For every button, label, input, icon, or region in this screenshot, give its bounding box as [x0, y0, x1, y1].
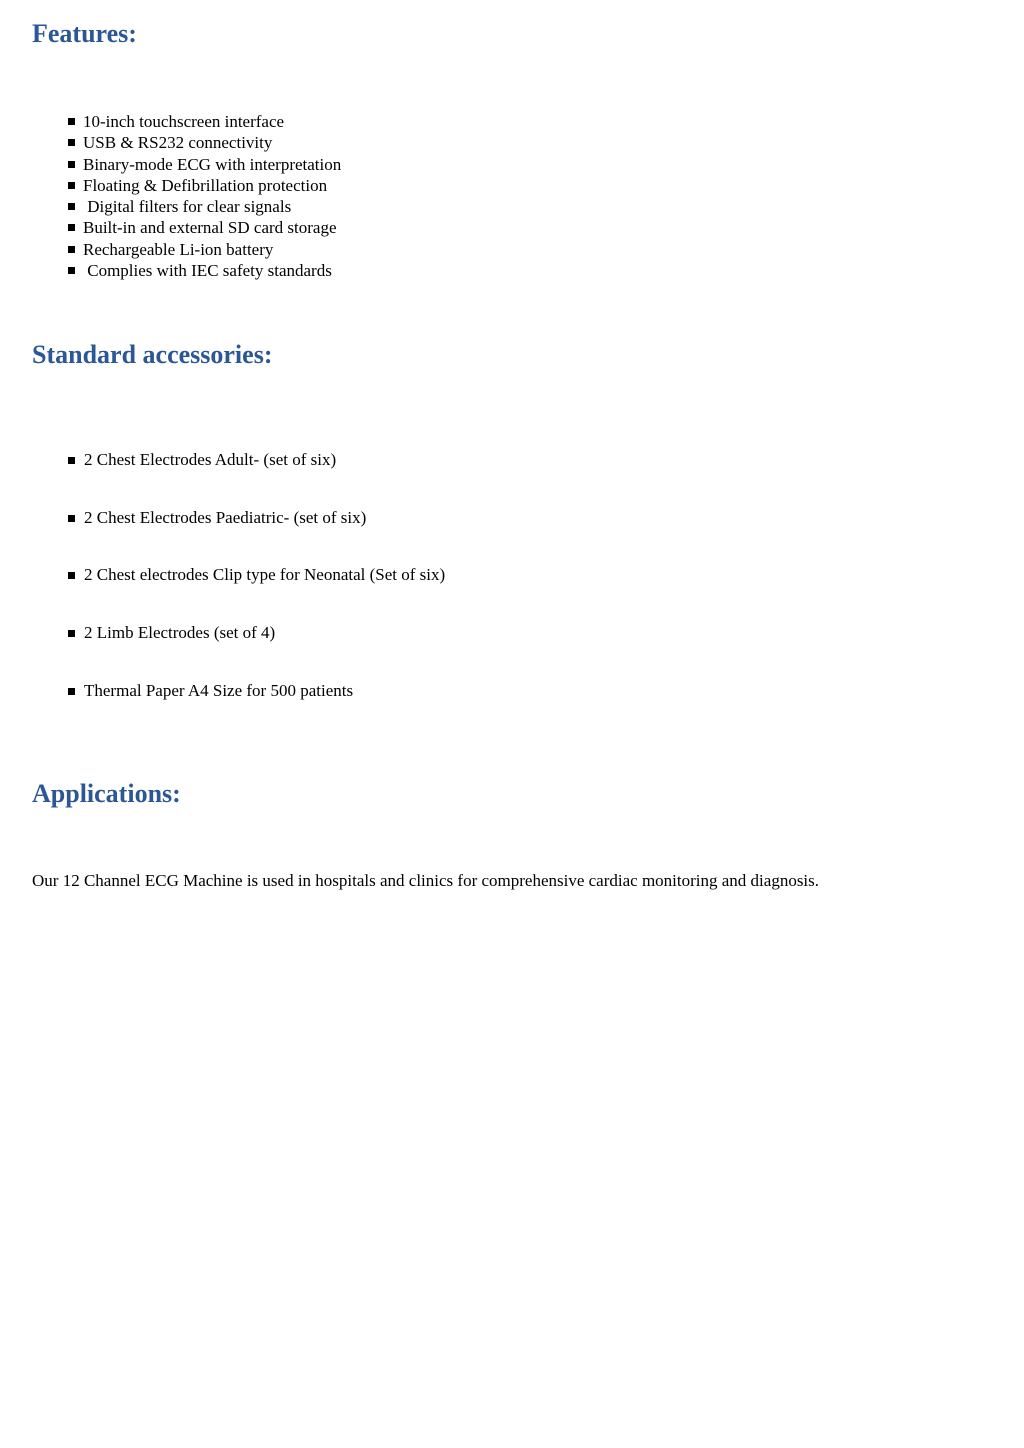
- feature-text: 10-inch touchscreen interface: [83, 112, 285, 131]
- accessory-text: Thermal Paper A4 Size for 500 patients: [84, 680, 354, 700]
- square-bullet-icon: [68, 267, 75, 274]
- applications-paragraph: Our 12 Channel ECG Machine is used in hospitals and clinics for comprehensive cardiac monitoring and diagnosis.: [32, 871, 820, 890]
- list-item: [68, 622, 445, 680]
- list-item: [68, 132, 341, 153]
- square-bullet-icon: [68, 246, 75, 253]
- square-bullet-icon: [68, 688, 75, 695]
- list-item: [68, 449, 445, 507]
- square-bullet-icon: [68, 203, 75, 210]
- feature-text: Rechargeable Li-ion battery: [83, 239, 274, 259]
- feature-text: Digital filters for clear signals: [83, 197, 292, 217]
- square-bullet-icon: [68, 182, 75, 189]
- list-item: [68, 564, 445, 622]
- feature-text: Complies with IEC safety standards: [83, 261, 332, 281]
- square-bullet-icon: [68, 572, 75, 579]
- list-item: [68, 507, 445, 565]
- accessory-text: 2 Chest electrodes Clip type for Neonatal (Set of six): [84, 565, 446, 585]
- feature-text: Floating & Defibrillation protection: [83, 175, 328, 195]
- features-heading: Features:: [32, 19, 137, 48]
- list-item: [68, 260, 341, 281]
- square-bullet-icon: [68, 515, 75, 522]
- features-list: [68, 111, 341, 281]
- square-bullet-icon: [68, 161, 75, 168]
- list-item: [68, 680, 445, 738]
- feature-text: Binary-mode ECG with interpretation: [83, 154, 342, 174]
- list-item: [68, 175, 341, 196]
- square-bullet-icon: [68, 224, 75, 231]
- accessory-text: 2 Chest Electrodes Paediatric- (set of six): [84, 507, 367, 527]
- accessories-heading: Standard accessories:: [32, 340, 273, 369]
- square-bullet-icon: [68, 139, 75, 146]
- list-item: [68, 217, 341, 238]
- list-item: [68, 239, 341, 260]
- accessories-list: [68, 449, 445, 737]
- square-bullet-icon: [68, 457, 75, 464]
- list-item: [68, 196, 341, 217]
- list-item: [68, 111, 341, 132]
- square-bullet-icon: [68, 118, 75, 125]
- square-bullet-icon: [68, 630, 75, 637]
- accessory-text: 2 Limb Electrodes (set of 4): [84, 623, 276, 643]
- list-item: [68, 154, 341, 175]
- feature-text: USB & RS232 connectivity: [83, 133, 273, 153]
- feature-text: Built-in and external SD card storage: [83, 218, 337, 238]
- accessory-text: 2 Chest Electrodes Adult- (set of six): [84, 450, 337, 469]
- applications-heading: Applications:: [32, 779, 181, 808]
